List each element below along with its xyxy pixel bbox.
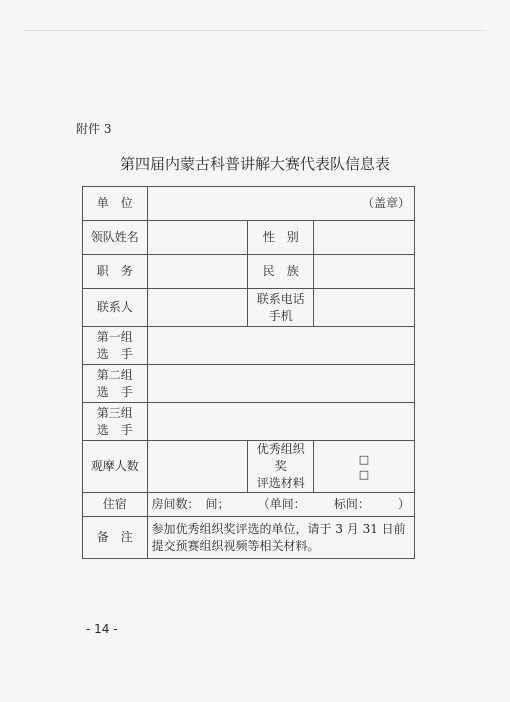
gender-field[interactable] — [314, 221, 415, 255]
label-group3 — [83, 403, 148, 441]
label-phone-line2: 手机 — [268, 308, 293, 323]
remarks-line1: 参加优秀组织奖评选的单位，请于 3 月 31 日前 — [151, 521, 406, 536]
ethnicity-field[interactable] — [314, 255, 415, 289]
page-number: - 14 - — [86, 622, 118, 636]
row-contact — [83, 289, 415, 327]
label-award-line2: 评选材料 — [256, 476, 305, 490]
group1-field[interactable] — [147, 327, 414, 365]
unit-seal-field[interactable]: （盖章） — [147, 187, 414, 221]
scan-edge-line — [24, 30, 486, 31]
label-unit: 单 位 — [83, 187, 148, 221]
leader-name-field[interactable] — [147, 221, 248, 255]
row-observers — [83, 441, 415, 493]
position-field[interactable] — [147, 255, 248, 289]
phone-field[interactable] — [314, 289, 415, 327]
award-checkboxes — [314, 441, 415, 493]
lodging-close-paren: ） — [397, 497, 410, 511]
label-observers: 观摩人数 — [83, 441, 148, 493]
lodging-field[interactable] — [147, 493, 414, 517]
label-lodging: 住宿 — [83, 493, 148, 517]
row-group3 — [83, 403, 415, 441]
label-group1-line1: 第一组 — [96, 329, 133, 344]
label-group2 — [83, 365, 148, 403]
label-phone-line1: 联系电话 — [256, 291, 305, 306]
label-group3-line1: 第三组 — [96, 405, 133, 420]
group3-field[interactable] — [147, 403, 414, 441]
remarks-line2: 提交预赛组织视频等相关材料。 — [151, 538, 320, 553]
label-group3-line2: 选 手 — [96, 422, 133, 437]
label-phone — [248, 289, 314, 327]
label-group2-line1: 第二组 — [96, 367, 133, 382]
attachment-label: 附件 3 — [76, 122, 112, 136]
label-group2-line2: 选 手 — [96, 384, 133, 399]
observers-field[interactable] — [147, 441, 248, 493]
lodging-standard-text: 标间： — [333, 497, 370, 511]
label-contact: 联系人 — [83, 289, 148, 327]
remarks-text — [147, 517, 414, 559]
row-lodging — [83, 493, 415, 517]
label-award-materials — [248, 441, 314, 493]
award-checkbox-1[interactable]: □ — [358, 452, 370, 466]
form-title: 第四届内蒙古科普讲解大赛代表队信息表 — [119, 155, 390, 173]
label-group1 — [83, 327, 148, 365]
group2-field[interactable] — [147, 365, 414, 403]
lodging-single-text: （单间： — [257, 497, 306, 511]
row-remarks — [83, 517, 415, 559]
label-award-line1: 优秀组织奖 — [256, 442, 305, 473]
row-unit — [83, 187, 415, 221]
label-gender: 性 别 — [248, 221, 314, 255]
contact-field[interactable] — [147, 289, 248, 327]
label-ethnicity: 民 族 — [248, 255, 314, 289]
label-remarks: 备 注 — [83, 517, 148, 559]
row-group2 — [83, 365, 415, 403]
label-position: 职 务 — [83, 255, 148, 289]
label-leader-name: 领队姓名 — [83, 221, 148, 255]
row-position — [83, 255, 415, 289]
label-group1-line2: 选 手 — [96, 346, 133, 361]
row-group1 — [83, 327, 415, 365]
info-form-table — [82, 186, 415, 559]
row-leader — [83, 221, 415, 255]
award-checkbox-2[interactable]: □ — [358, 467, 370, 481]
lodging-rooms-text: 房间数： 间； — [151, 497, 230, 511]
